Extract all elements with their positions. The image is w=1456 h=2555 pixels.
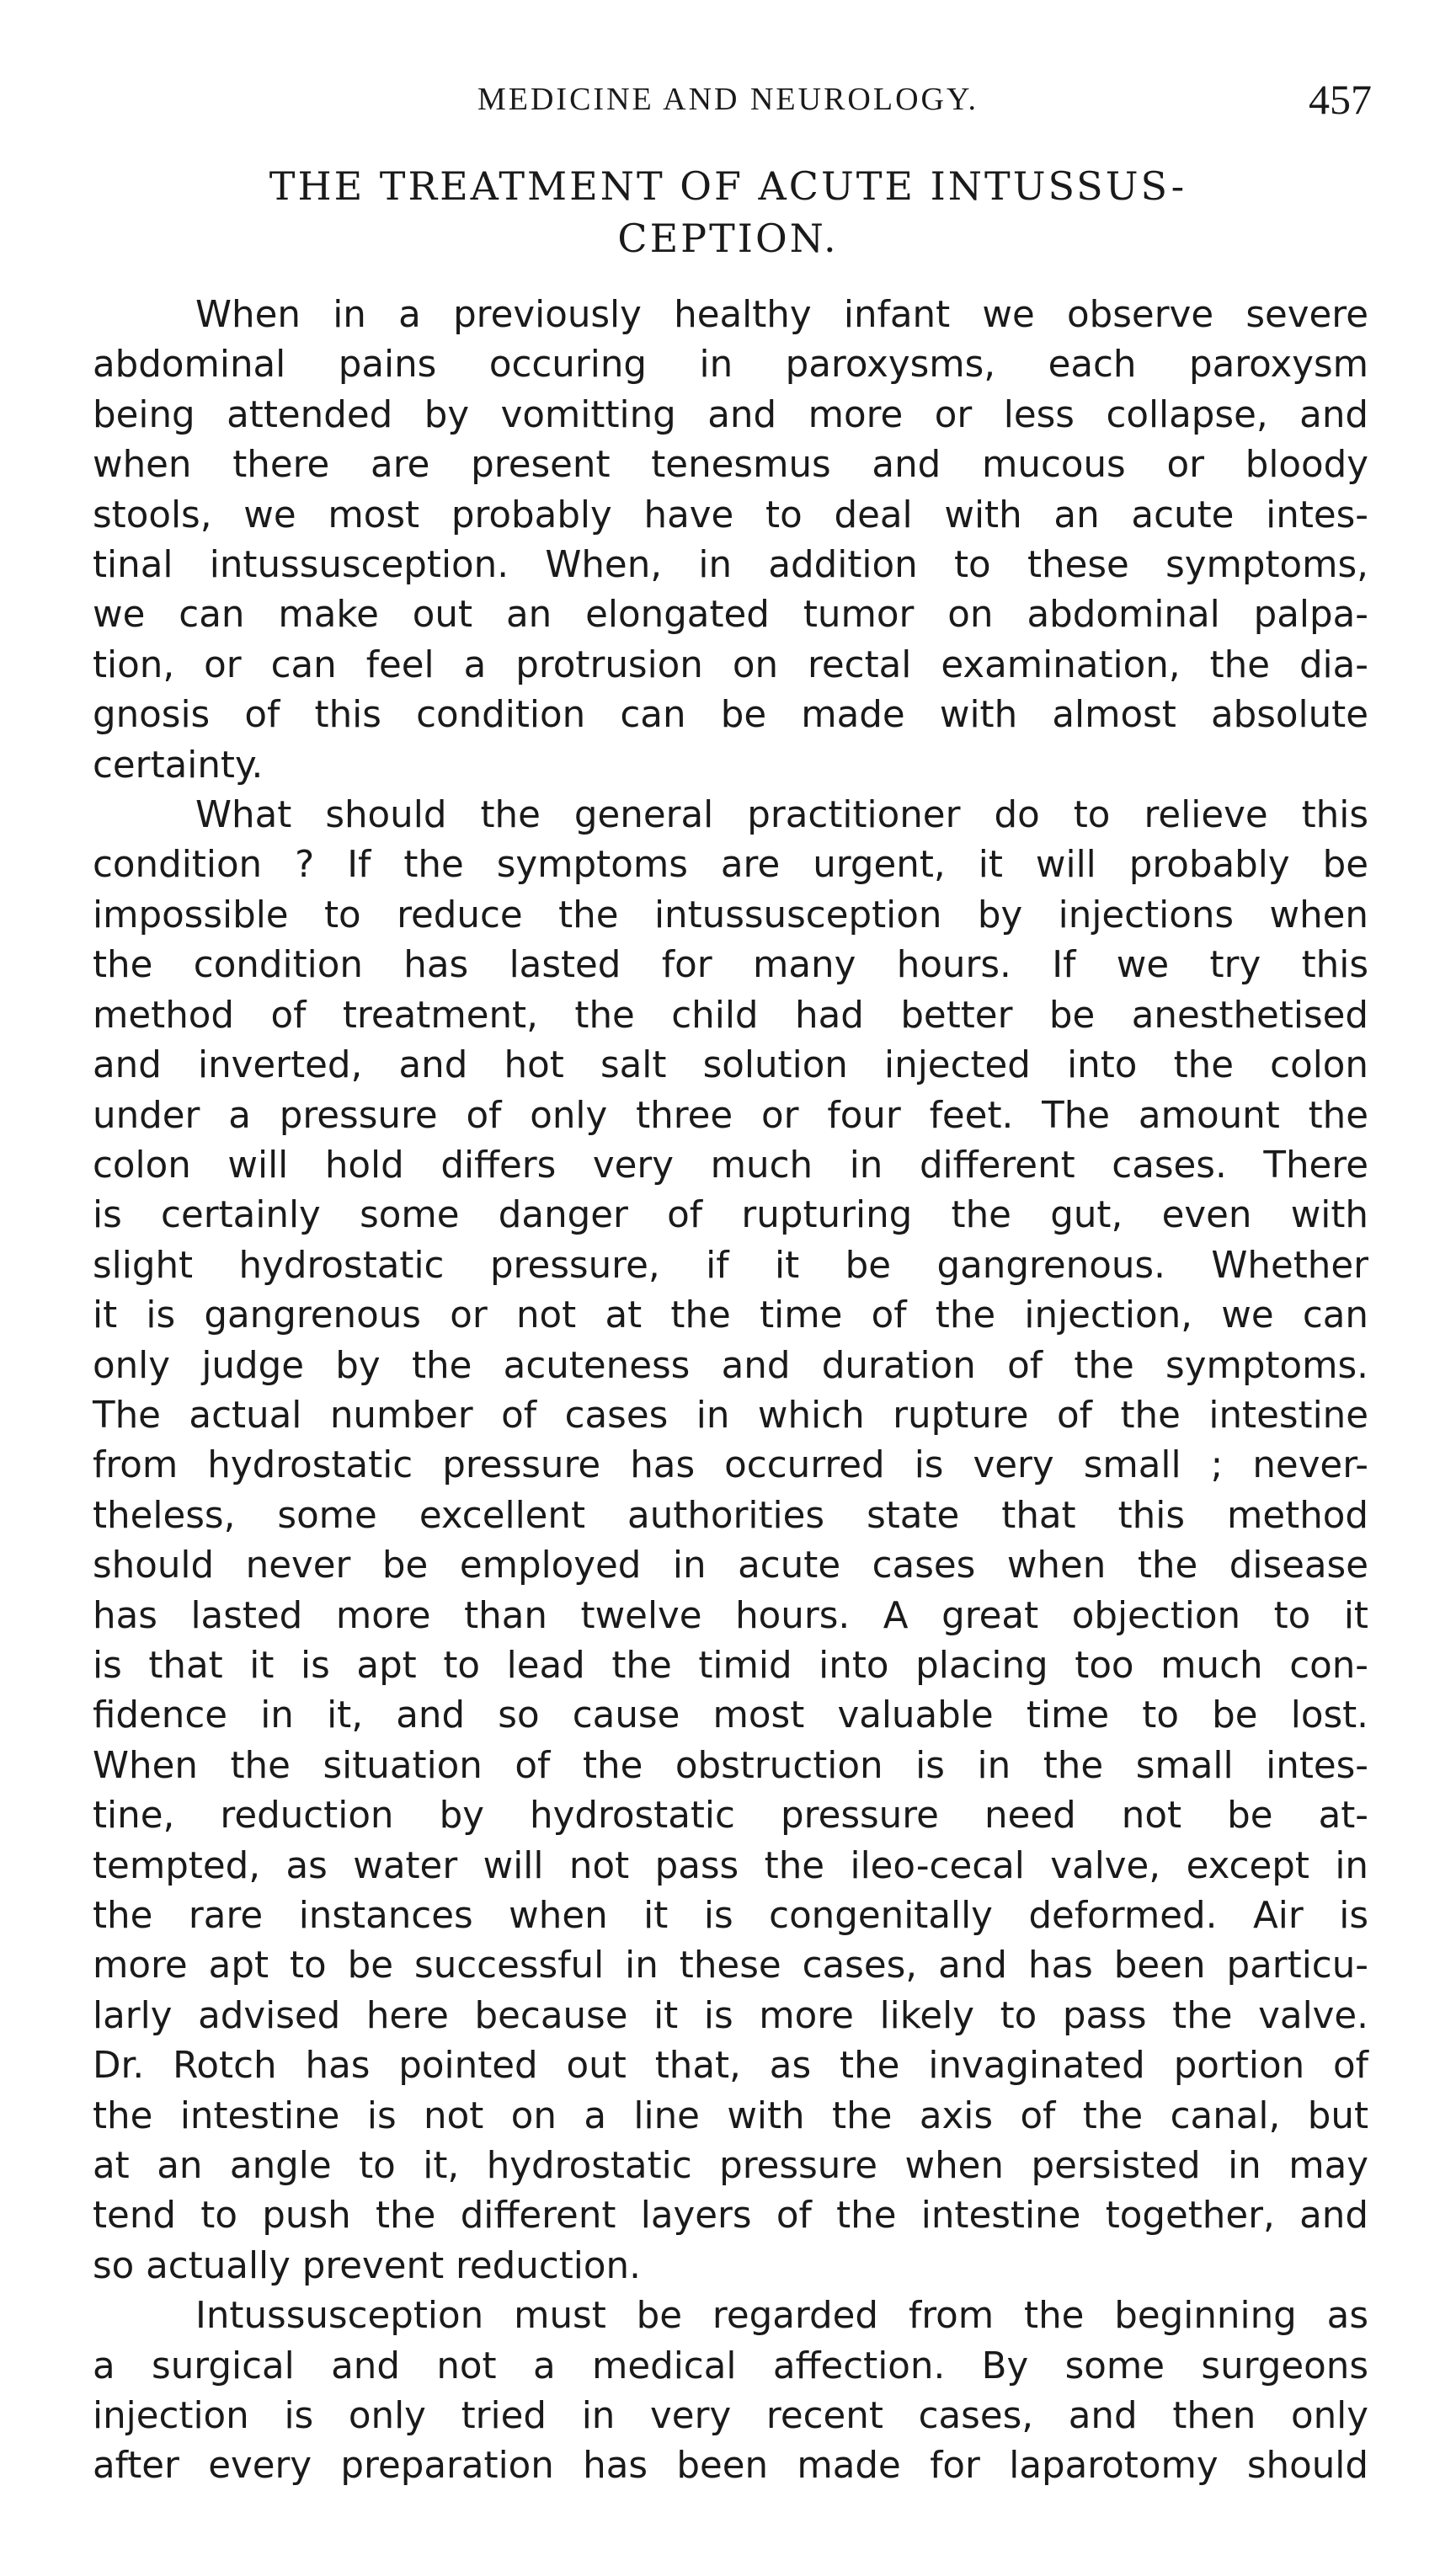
body-line: is that it is apt to lead the timid into placing too much con-: [93, 1644, 1368, 1687]
body-line: the intestine is not on a line with the axis of the canal, but: [93, 2094, 1368, 2137]
body-line: is certainly some danger of rupturing the gut, even with: [93, 1194, 1368, 1237]
body-line: after every preparation has been made for laparotomy should: [93, 2445, 1368, 2488]
body-line: When the situation of the obstruction is in the small intes-: [93, 1744, 1368, 1787]
body-line: tine, reduction by hydrostatic pressure need not be at-: [93, 1795, 1368, 1838]
body-line: the rare instances when it is congenitally deformed. Air is: [93, 1895, 1368, 1937]
page-number: 457: [1309, 76, 1372, 123]
body-line: slight hydrostatic pressure, if it be gangrenous. Whether: [93, 1244, 1368, 1287]
body-line: What should the general practitioner do to relieve this: [195, 794, 1368, 837]
article-title: [126, 160, 1330, 264]
body-line: The actual number of cases in which rupture of the intestine: [93, 1394, 1368, 1437]
body-line: larly advised here because it is more likely to pass the valve.: [93, 1994, 1368, 2037]
article-body: [93, 291, 1368, 2492]
body-line: tend to push the different layers of the intestine together, and: [93, 2195, 1368, 2238]
body-line: method of treatment, the child had better be anesthetised: [93, 994, 1368, 1037]
running-head: [0, 74, 1456, 125]
body-line: only judge by the acuteness and duration of the symptoms.: [93, 1344, 1368, 1387]
body-line: Intussusception must be regarded from the beginning as: [195, 2295, 1368, 2338]
body-line: more apt to be successful in these cases, and has been particu-: [93, 1944, 1368, 1987]
body-line: When in a previously healthy infant we observe severe: [195, 294, 1368, 336]
body-line: injection is only tried in very recent cases, and then only: [93, 2395, 1368, 2438]
body-line: stools, we most probably have to deal with an acute intes-: [93, 493, 1368, 536]
body-line: fidence in it, and so cause most valuable time to be lost.: [93, 1694, 1368, 1737]
body-line: tion, or can feel a protrusion on rectal examination, the dia-: [93, 643, 1368, 686]
body-line: abdominal pains occuring in paroxysms, each paroxysm: [93, 344, 1368, 387]
body-line: at an angle to it, hydrostatic pressure when persisted in may: [93, 2145, 1368, 2188]
body-line: tinal intussusception. When, in addition to these symptoms,: [93, 544, 1368, 587]
body-line: colon will hold differs very much in different cases. There: [93, 1144, 1368, 1187]
body-line: so actually prevent reduction.: [93, 2244, 641, 2287]
body-line: under a pressure of only three or four feet. The amount the: [93, 1094, 1368, 1137]
body-line: certainty.: [93, 744, 264, 787]
body-line: impossible to reduce the intussusception by injections when: [93, 893, 1368, 936]
article-title-line-1: THE TREATMENT OF ACUTE INTUSSUS-: [269, 163, 1187, 209]
body-line: when there are present tenesmus and mucous or bloody: [93, 444, 1368, 487]
body-line: from hydrostatic pressure has occurred is very small ; never-: [93, 1444, 1368, 1487]
body-line: Dr. Rotch has pointed out that, as the invaginated portion of: [93, 2045, 1368, 2088]
article-title-line-2: CEPTION.: [617, 216, 839, 261]
body-line: being attended by vomitting and more or less collapse, and: [93, 393, 1368, 436]
body-line: it is gangrenous or not at the time of the injection, we can: [93, 1294, 1368, 1337]
body-line: gnosis of this condition can be made with almost absolute: [93, 694, 1368, 737]
body-line: we can make out an elongated tumor on abdominal palpa-: [93, 594, 1368, 637]
body-line: the condition has lasted for many hours. If we try this: [93, 944, 1368, 987]
body-line: a surgical and not a medical affection. By some surgeons: [93, 2344, 1368, 2387]
body-line: theless, some excellent authorities state that this method: [93, 1494, 1368, 1537]
body-line: has lasted more than twelve hours. A great objection to it: [93, 1594, 1368, 1637]
body-line: condition ? If the symptoms are urgent, it will probably be: [93, 844, 1368, 887]
body-line: tempted, as water will not pass the ileo-cecal valve, except in: [93, 1844, 1368, 1887]
running-head-title: MEDICINE AND NEUROLOGY.: [477, 82, 979, 117]
body-line: and inverted, and hot salt solution injected into the colon: [93, 1044, 1368, 1087]
body-line: should never be employed in acute cases when the disease: [93, 1544, 1368, 1587]
